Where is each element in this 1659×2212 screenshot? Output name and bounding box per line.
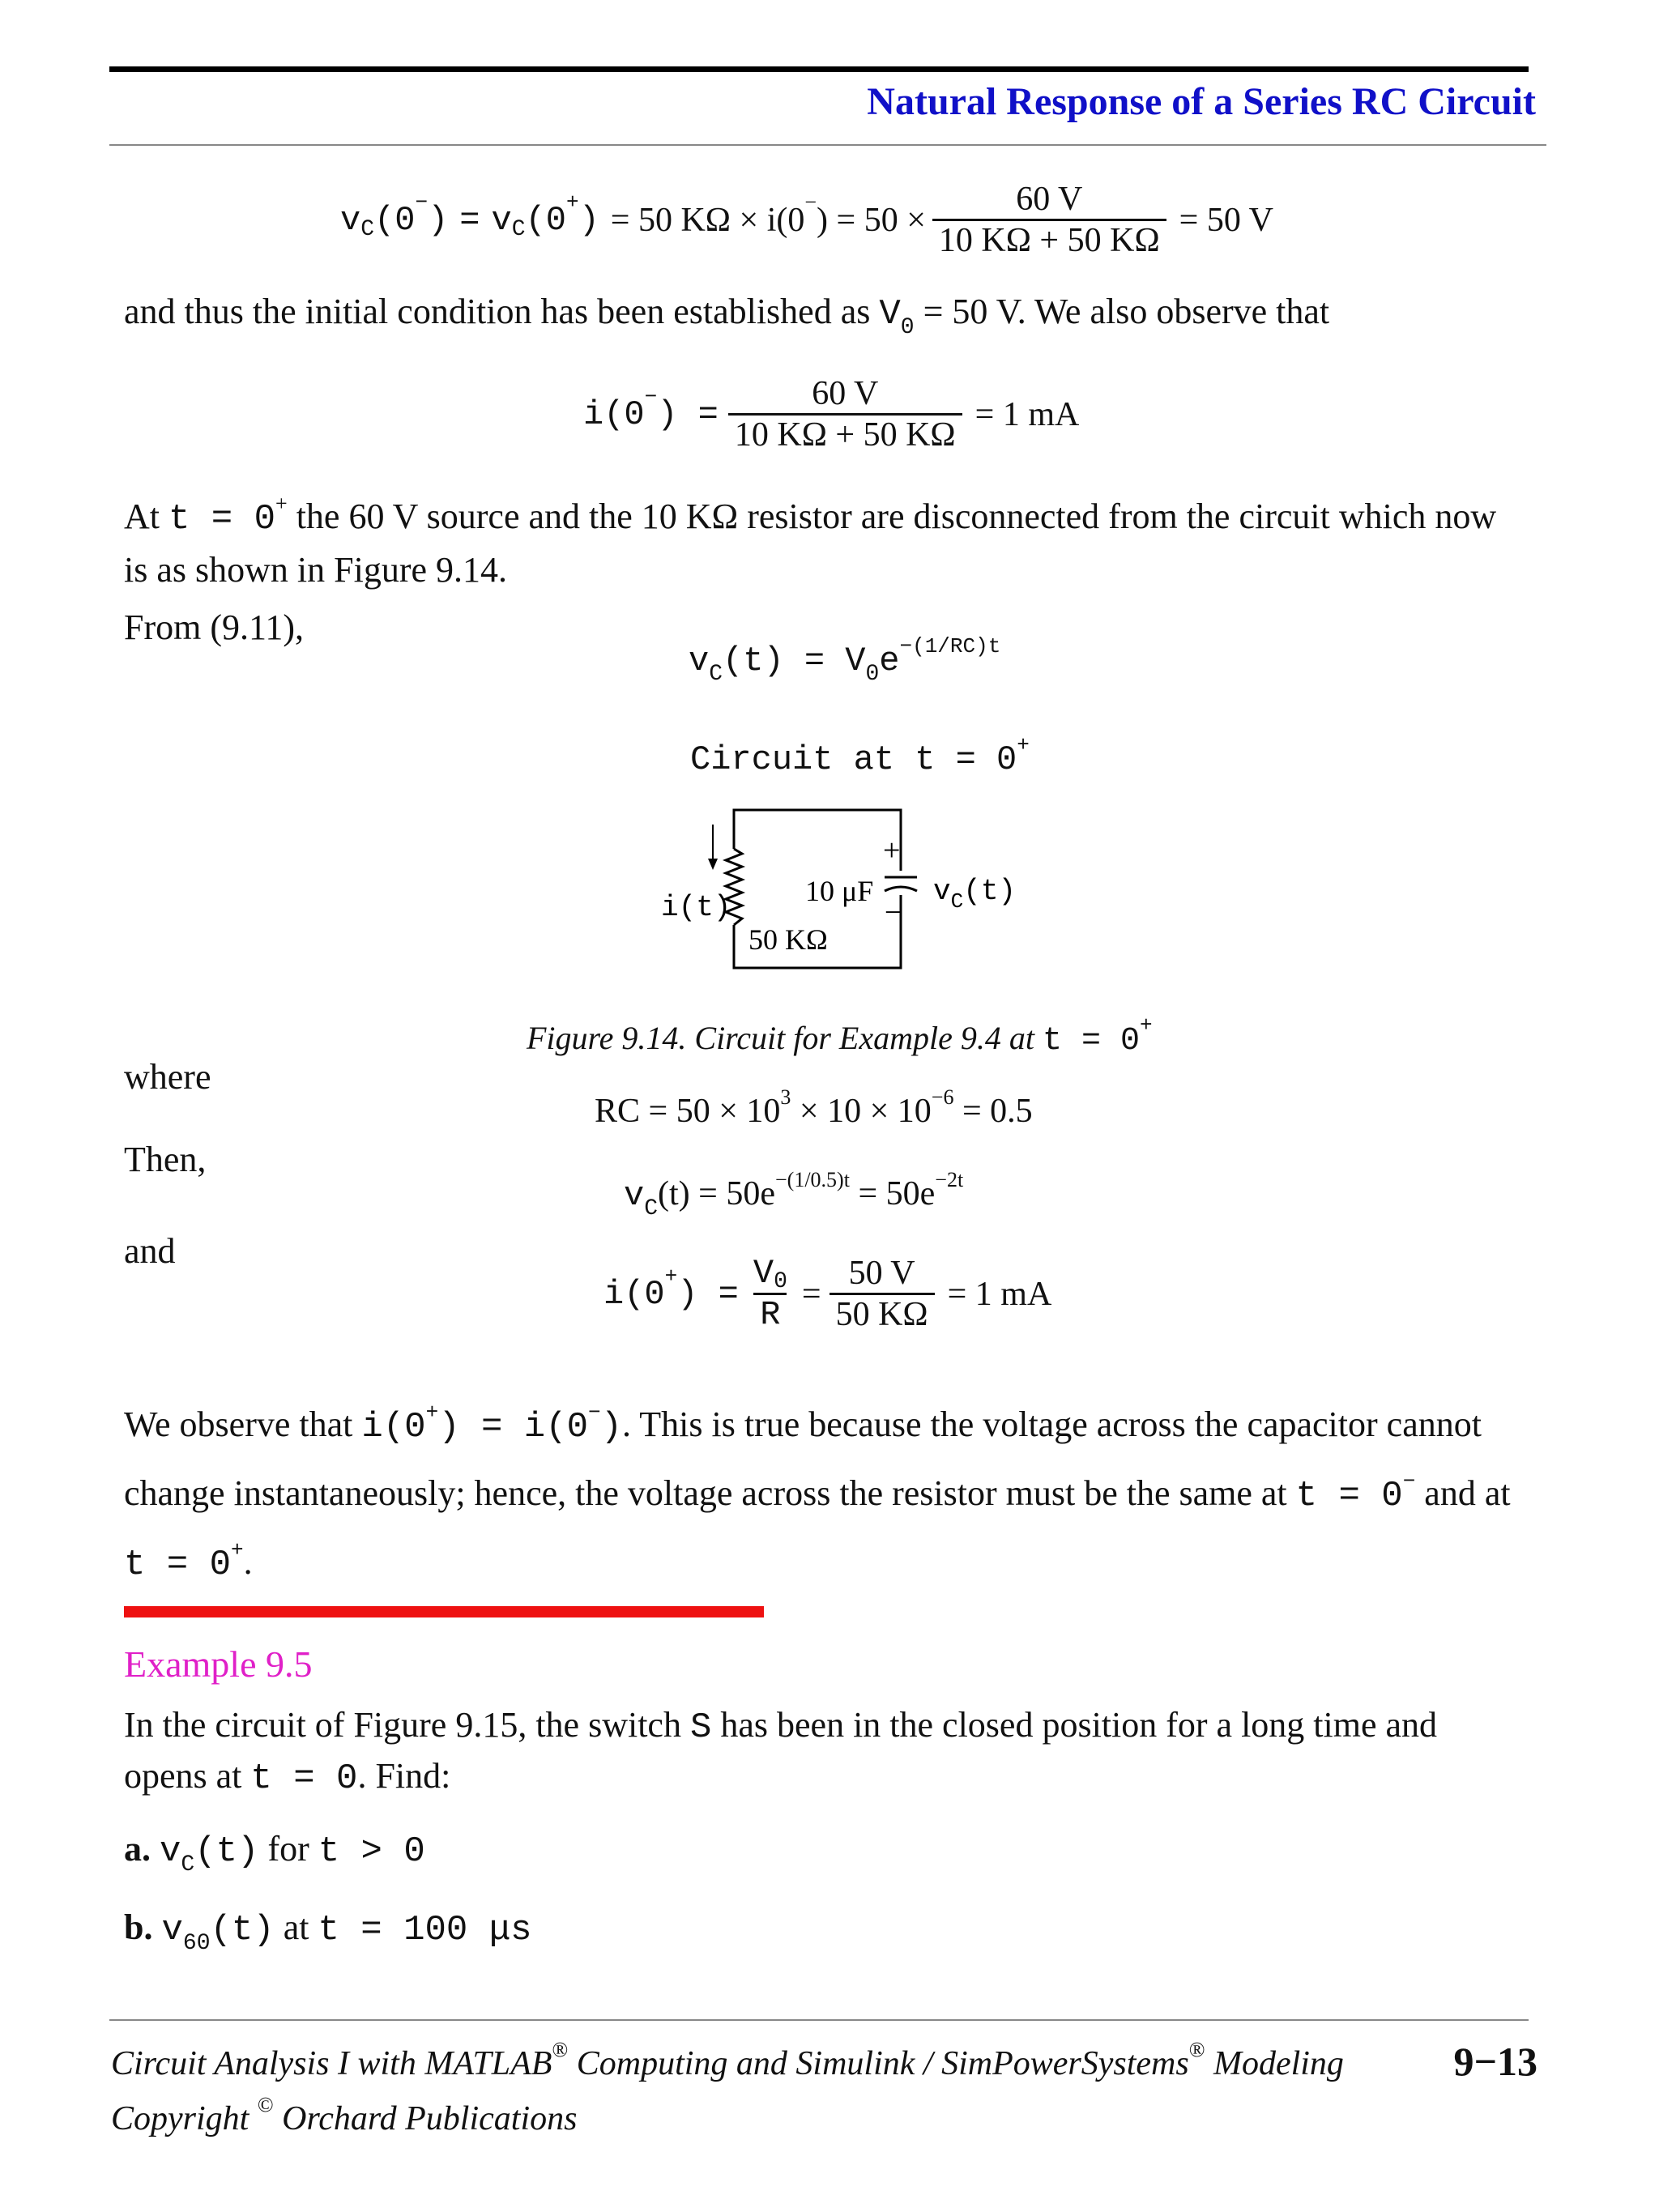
resistor-label: 50 KΩ	[748, 923, 828, 956]
fraction-50v-50k: $\frac{50 V}{50 K\Omega}$	[830, 1254, 935, 1334]
vc-label: $v_C(t)$	[933, 875, 1017, 914]
equation-3: $v_C(t) = V_0e^{-(1/RC)t}$	[689, 634, 1001, 687]
footer-copyright: Copyright © Orchard Publications	[111, 2093, 578, 2137]
footer-book-title: Circuit Analysis I with MATLAB® Computing and Simulink / SimPowerSystems® Modeling	[111, 2038, 1344, 2082]
equation-vc: $v_C(t) = 50e^{-(1/0.5)t} = 50e^{-2t}$	[624, 1168, 964, 1221]
capacitor-label: 10 μF	[805, 875, 874, 907]
label-and: and	[124, 1231, 176, 1271]
figure-caption: Figure 9.14. Circuit for Example 9.4 at t = 0+	[527, 1013, 1153, 1059]
equation-2: i(0 − ) = $\frac{60 V}{10 K\Omega + 50 K\Omega}$ = 1 mA	[583, 375, 1080, 454]
paragraph-from: From (9.11),	[124, 607, 305, 647]
label-then: Then,	[124, 1140, 207, 1179]
equation-1-fraction: $\frac{60 V}{10 K\Omega + 50 K\Omega}$	[932, 180, 1166, 260]
paragraph-observation: We observe that i(0+) = i(0−). This is true because the voltage across the capacitor cannot change instantaneously; hence, the voltage across the resistor must be the same at t = 0− and at t = 0+.	[124, 1400, 1511, 1585]
rc-circuit-diagram	[632, 794, 1021, 996]
equation-2-fraction: $\frac{60 V}{10 K\Omega + 50 K\Omega}$	[728, 374, 962, 454]
arrow-head	[708, 859, 718, 870]
equation-i-plus: i(0 + ) = $\frac{V0}{R}$ = $\frac{50 V}{50 K\Omega}$ = 1 mA	[603, 1254, 1052, 1334]
equation-1: v C (0 − ) = v C (0 + ) = 50 KΩ × i(0 − ) = 50 × $\frac{60 V}{10 K\Omega + 50 K\Omega}$ = 50 V	[340, 181, 1273, 259]
page-header-title: Natural Response of a Series RC Circuit	[867, 80, 1536, 123]
paragraph-initial-condition: and thus the initial condition has been established as $V_0 = 50$ V. We also observe that	[124, 292, 1330, 340]
paragraph-disconnect: At t = 0+ the 60 V source and the 10 KΩ resistor are disconnected from the circuit which now is as shown in Figure 9.14.	[124, 492, 1497, 590]
example-part-a: a. $v_C(t)$ for t > 0	[124, 1829, 425, 1877]
minus-sign: −	[885, 896, 902, 928]
label-where: where	[124, 1057, 211, 1097]
example-part-b: b. $v_{60}(t)$ at t = 100 μs	[124, 1907, 532, 1956]
example-title: Example 9.5	[124, 1643, 313, 1685]
header-top-rule	[109, 66, 1529, 72]
footer-page-number: 9−13	[1453, 2039, 1537, 2084]
equation-rc: RC = $50 \times 10^3 \times 10 \times 10^{-6} = 0.5$	[595, 1085, 1033, 1130]
plus-sign: +	[883, 833, 901, 867]
header-bottom-rule	[109, 144, 1546, 146]
current-label: i(t)	[661, 891, 731, 924]
footer-rule	[109, 2019, 1529, 2021]
example-statement: In the circuit of Figure 9.15, the switch S has been in the closed position for a long time and opens at t = 0. Find:	[124, 1705, 1438, 1799]
circuit-title: Circuit at t = 0+	[690, 733, 1030, 779]
fraction-v0-r: $\frac{V0}{R}$	[753, 1254, 787, 1334]
example-red-bar	[124, 1606, 764, 1617]
